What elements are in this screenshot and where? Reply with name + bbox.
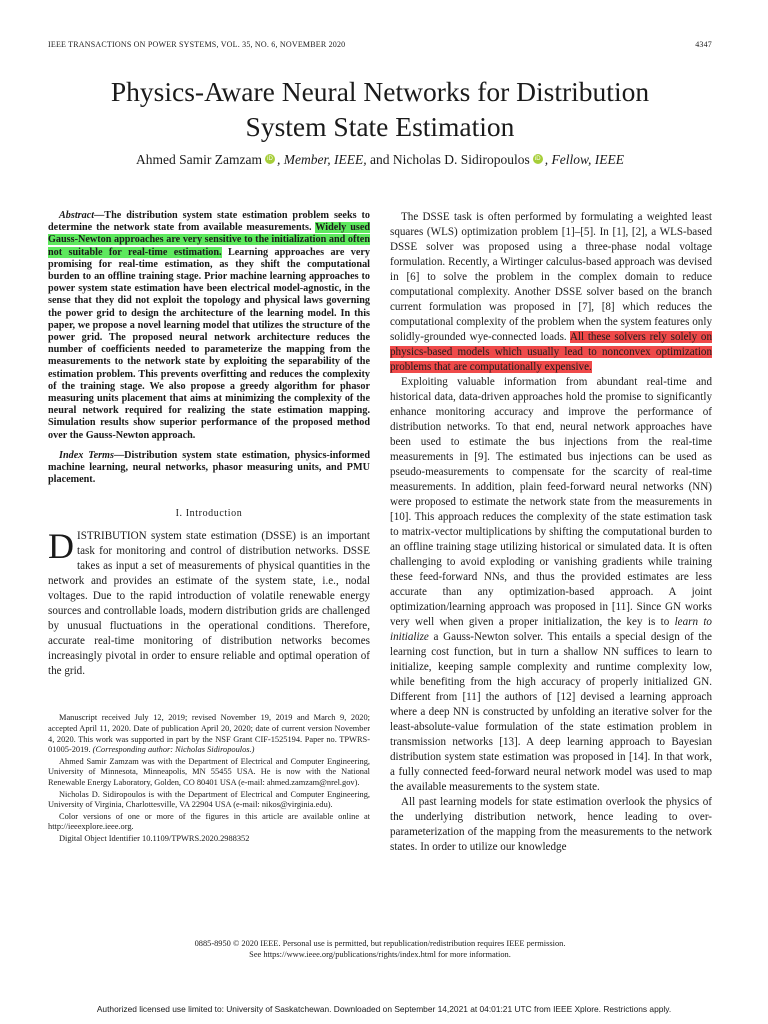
abstract-text-1: —The distribution system state estimation problem seeks to determine the network state from available measurements. [48, 210, 370, 234]
paragraph-data-driven-text-1: Exploiting valuable information from abundant real-time and historical data, data-driven approaches hold the promise to significantly enhance monitoring accuracy and improve the performance of distribution networks. To that end, neural network approaches have been used to estimate the bus injections from the real-time measurements in [9]. The estimated bus injections can be used as pseudo-measurements to compensate for the scarcity of real-time measurements. In addition, plain feed-forward neural networks (NN) were proposed to estimate the network state from the measurements in [10]. This approach reduces the complexity of the state estimation task to matrix-vector multiplications by shifting the computational burden to an offline training stage utilizing historical or simulated data. It is often challenging to avoid exploding or vanishing gradients while training these feed-forward NNs, and thus the provided estimates are less accurate than any optimization-based approach. A joint optimization/learning approach was proposed in [11]. Since GN works very well when given a proper initialization, the key is to [390, 376, 712, 628]
orcid-icon[interactable]: iD [533, 154, 543, 164]
copyright-line-2: See https://www.ieee.org/publications/rights/index.html for more information. [249, 950, 511, 959]
page-number: 4347 [695, 40, 712, 49]
author-1-name: Ahmed Samir Zamzam [136, 152, 262, 167]
right-column [390, 210, 712, 855]
footnotes [48, 713, 370, 844]
intro-paragraph [48, 526, 370, 679]
copyright-notice [48, 938, 712, 960]
paper-title [48, 74, 712, 144]
title-line-1: Physics-Aware Neural Networks for Distribution [110, 76, 650, 107]
paragraph-past-models: All past learning models for state estimation overlook the physics of the underlying distribution network, hence leading to over-parameterization of the mapping from the measurements to the network states. In order to utilize our knowledge [390, 796, 712, 853]
footnote-author-1: Ahmed Samir Zamzam was with the Department of Electrical and Computer Engineering, University of Minnesota, Minneapolis, MN 55455 USA. He is now with the National Renewable Energy Laboratory, Golden, CO 80401 USA (e-mail: ahmed.zamzam@nrel.gov). [48, 756, 370, 788]
authorized-use-notice: Authorized licensed use limited to: University of Saskatchewan. Downloaded on September 14,2021 at 04:01:21 UTC from IEEE Xplore. Restrictions apply. [96, 1004, 672, 1014]
copyright-line-1: 0885-8950 © 2020 IEEE. Personal use is permitted, but republication/redistribution requires IEEE permission. [194, 939, 566, 948]
left-column [48, 210, 370, 845]
red-highlight: All these solvers rely solely on physics-based models which usually lead to nonconvex optimization problems that are computationally expensive. [390, 331, 712, 373]
abstract-text-2: Learning approaches are very promising for real-time estimation, as they shift the computational burden to an offline training stage. Prior machine learning approaches to power system state estimation have been electrical model-agnostic, in the sense that they did not exploit the topology and physical laws governing the power grid to design the architecture of the learning model. In this paper, we propose a novel learning model that utilizes the structure of the power grid. The proposed neural network architecture reduces the number of coefficients needed to parameterize the mapping from the measurements to the network state by exploiting the separability of the estimation problem. This prevents overfitting and reduces the complexity of the training stage. We also propose a greedy algorithm for phasor measuring units placement that aims at minimizing the complexity of the neural network required for realizing the state estimation mapping. Simulation results show superior performance of the proposed method over the Gauss-Newton approach. [48, 246, 371, 441]
section-heading-introduction: I. Introduction [175, 508, 243, 520]
paragraph-dsse-solvers-text: The DSSE task is often performed by formulating a weighted least squares (WLS) optimization problem [1]–[5]. In [1], [2], a WLS-based DSSE solver was proposed using a three-phase nodal voltage formulation. Recently, a Wirtinger calculus-based approach was devised in [6] to solve the problem in the complex domain to reduce computational complexity. Another DSSE solver based on the branch current formulation was proposed in [7], [8] which reduces the computational complexity of the problem when the system features only solidly-grounded wye-connected loads. [390, 211, 712, 343]
author-2-role: , Fellow, IEEE [544, 152, 624, 167]
orcid-icon[interactable]: iD [265, 154, 275, 164]
abstract-highlight: Widely used Gauss-Newton approaches are very sensitive to the initialization and often not suitable for real-time estimation. [48, 222, 371, 258]
abstract-label: Abstract [59, 210, 95, 221]
footnote-color-versions: Color versions of one or more of the figures in this article are available online at http://ieeexplore.ieee.org. [48, 811, 370, 832]
intro-text: ISTRIBUTION system state estimation (DSSE) is an important task for monitoring and control of distribution networks. DSSE takes as input a set of measurements of physical quantities in the network and provides an estimate of the system state, i.e., nodal voltages. Due to the rapid introduction of volatile renewable energy sources and controllable loads, modern distribution grids are challenged by unusual fluctuations in the operational conditions. Therefore, accurate real-time monitoring of distribution networks becomes increasingly pivotal in order to ensure reliable and optimal operation of the grid. [48, 530, 370, 678]
author-line [48, 152, 712, 168]
footnote-manuscript-text: Manuscript received July 12, 2019; revised November 19, 2019 and March 9, 2020; accepted April 11, 2020. Date of publication April 20, 2020; date of current version November 4, 2020. This work was supported in part by the NSF Grant CIF-1525194. Paper no. TPWRS-01005-2019. [48, 713, 370, 755]
index-terms-text: —Distribution system state estimation, physics-informed machine learning, neural networks, phasor measuring units, and PMU placement. [48, 449, 370, 486]
paragraph-data-driven [390, 375, 712, 795]
abstract [48, 210, 370, 442]
index-terms-label: Index Terms [59, 449, 114, 461]
italic-learn-to-initialize: learn to initialize [390, 616, 712, 643]
index-terms [48, 450, 370, 487]
footnote-corresponding-author: (Corresponding author: Nicholas Sidiropoulos.) [92, 745, 255, 755]
running-header [48, 40, 712, 49]
journal-citation: IEEE TRANSACTIONS ON POWER SYSTEMS, VOL. 35, NO. 6, NOVEMBER 2020 [48, 40, 346, 49]
author-1-role: , Member, IEEE, [277, 152, 367, 167]
footnote-manuscript [48, 713, 370, 755]
footnote-doi: Digital Object Identifier 10.1109/TPWRS.2020.2988352 [59, 834, 250, 843]
drop-cap: D [48, 526, 74, 567]
paragraph-data-driven-text-2: a Gauss-Newton solver. This entails a special design of the learning cost function, but in turn a shallow NN suffices to learn to initialize, keeping sample complexity and runtime complexity low, while benefiting from the high accuracy of properly initialized GN. Different from [11] the authors of [12] devised a learning approach where a deep NN is constructed by unfolding an iterative solver for the least-absolute-value formulation of the state estimation problem in transmission networks [13]. A deep learning approach to Bayesian distribution system state estimation was proposed in [14]. In that work, a fully connected feed-forward neural network model was used to map the available measurements to the system state. [390, 631, 712, 793]
paragraph-dsse-solvers [390, 210, 712, 375]
author-2-name: Nicholas D. Sidiropoulos [392, 152, 530, 167]
title-line-2: System State Estimation [245, 111, 515, 142]
author-conjunction: and [366, 152, 393, 167]
footnote-author-2: Nicholas D. Sidiropoulos is with the Department of Electrical and Computer Engineering, University of Virginia, Charlottesville, VA 22904 USA (e-mail: nikos@virginia.edu). [48, 789, 370, 810]
